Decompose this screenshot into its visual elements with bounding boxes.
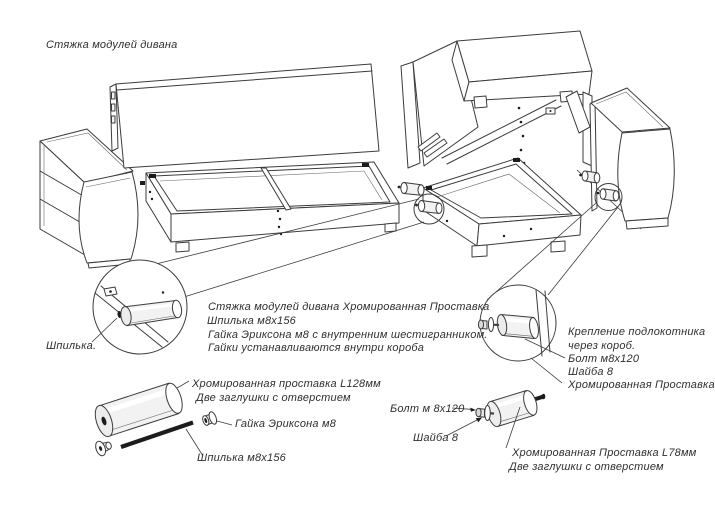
right-armrest-table: [577, 88, 674, 229]
washer: [485, 406, 491, 421]
washer-label: Шайба 8: [413, 432, 459, 444]
callout-tie-line1: Стяжка модулей дивана Хромированная Проставка: [208, 301, 490, 313]
washer: [488, 318, 493, 332]
callout-armrest-line3: Болт м8х120: [568, 353, 640, 365]
erikson-nut: [201, 411, 218, 428]
detail-view-tie-spacer: [92, 260, 187, 354]
callout-tie-line2: Шпилька м8х156: [207, 315, 296, 327]
diagram-title: Стяжка модулей дивана: [46, 39, 178, 51]
right-module: [401, 31, 592, 257]
box-foot: [472, 245, 487, 257]
callout-leader: [531, 358, 562, 383]
callout-tie-line3: Гайка Эриксона м8 с внутренним шестигранником.: [208, 329, 488, 341]
nut-label: Гайка Эриксона м8: [235, 418, 337, 430]
spacer-l128-label-line2: Две заглушки с отверстием: [196, 392, 351, 404]
callout-armrest-line5: Хромированная Проставка: [568, 379, 715, 391]
callout-armrest-line1: Крепление подлокотника: [568, 326, 706, 338]
box-foot: [551, 241, 565, 252]
stud-label: Шпилька м8х156: [197, 452, 286, 464]
detail-view-armrest-fixing: [478, 285, 565, 383]
spacer-l78-label-line1: Хромированная Проставка L78мм: [512, 447, 697, 459]
sofa-back-panel: [110, 64, 379, 168]
armrest-spacers-right: [579, 171, 622, 211]
box-foot: [385, 223, 396, 232]
callout-armrest-line4: Шайба 8: [568, 366, 614, 378]
spacer-l128-label-line1: Хромированная проставка L128мм: [192, 378, 381, 390]
box-foot: [176, 242, 189, 252]
arrowhead: [470, 408, 476, 412]
stud-pointer-label: Шпилька.: [46, 340, 97, 352]
callout-tie-line4: Гайки устанавливаются внутри короба: [208, 342, 425, 354]
right-storage-box: [423, 158, 581, 257]
center-storage-box: [140, 162, 399, 252]
bolt-label: Болт м 8х120: [390, 403, 465, 415]
end-cap: [94, 438, 114, 457]
callout-armrest-line2: через короб.: [568, 340, 636, 352]
spacer-l78-label-line2: Две заглушки с отверстием: [509, 461, 664, 473]
parts-spacer-l78: [446, 389, 545, 448]
